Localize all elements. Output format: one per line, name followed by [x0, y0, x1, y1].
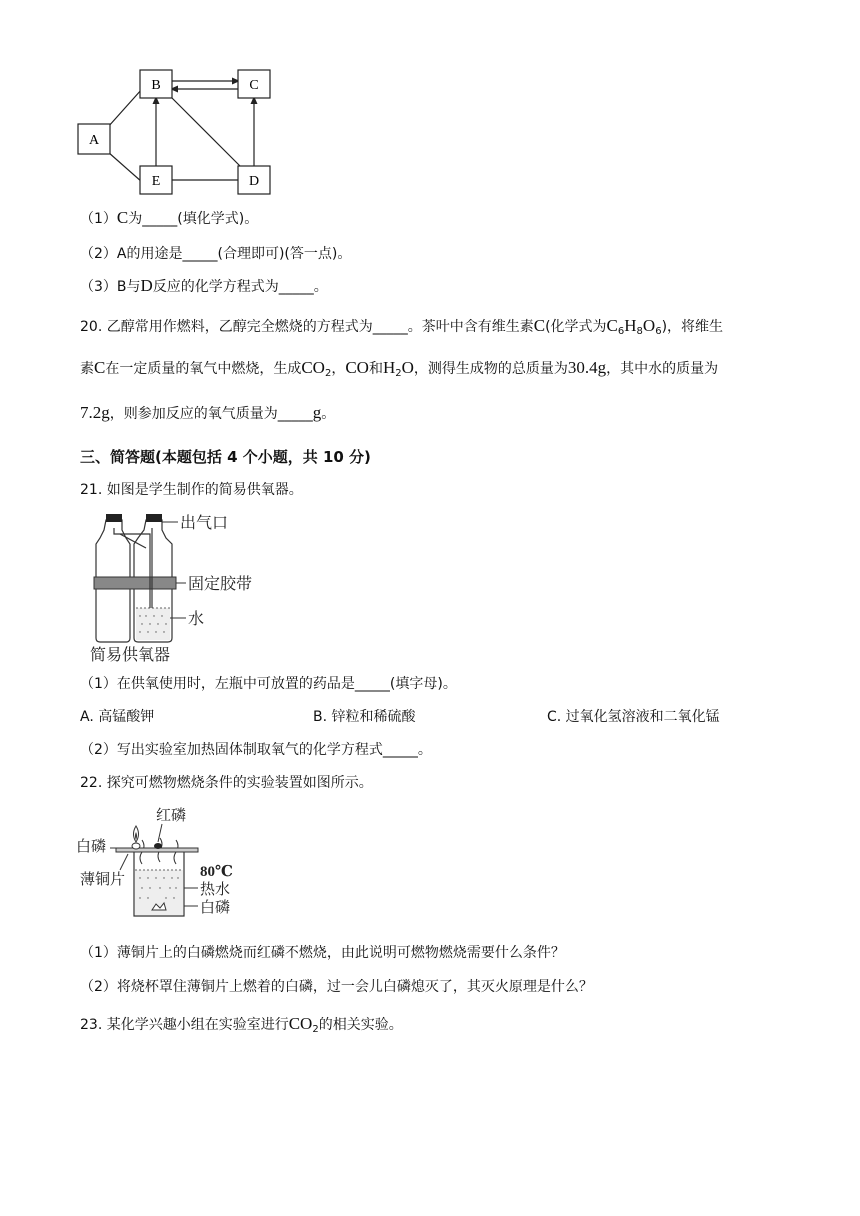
- q21-stem: 21. 如图是学生制作的简易供氧器。: [80, 482, 303, 498]
- q19-sub3: （3）B与D反应的化学方程式为_____。: [80, 276, 328, 295]
- label-temperature: 80℃: [200, 864, 233, 880]
- label-red-phosphorus: 红磷: [156, 806, 187, 824]
- q20-line2: 素C在一定质量的氧气中燃烧，生成$CO_2$，CO和$H_2O$，测得生成物的总质量为30.4g，其中水的质量为: [80, 358, 719, 379]
- q21-sub2: （2）写出实验室加热固体制取氧气的化学方程式_____。: [80, 742, 432, 758]
- label-tape: 固定胶带: [188, 574, 253, 593]
- relation-diagram: [70, 64, 290, 200]
- label-white-phosphorus-bottom: 白磷: [200, 898, 231, 916]
- node-b: B: [151, 78, 161, 93]
- q20-line1: 20. 乙醇常用作燃料，乙醇完全燃烧的方程式为_____。茶叶中含有维生素C(化学式为$C_6H_8O_6$)，将维生: [80, 316, 724, 337]
- q21-option-b: B. 锌粒和稀硫酸: [313, 709, 416, 725]
- q21-sub1: （1）在供氧使用时，左瓶中可放置的药品是_____(填字母)。: [80, 676, 457, 692]
- q22-stem: 22. 探究可燃物燃烧条件的实验装置如图所示。: [80, 775, 373, 791]
- node-e: E: [151, 174, 161, 189]
- q21-option-c: C. 过氧化氢溶液和二氧化锰: [547, 709, 720, 725]
- label-water: 水: [188, 609, 205, 628]
- q19-sub2: （2）A的用途是_____(合理即可)(答一点)。: [80, 246, 352, 262]
- node-d: D: [248, 174, 260, 189]
- q22-sub2: （2）将烧杯罩住薄铜片上燃着的白磷，过一会儿白磷熄灭了，其灭火原理是什么？: [80, 979, 593, 995]
- label-outlet: 出气口: [180, 513, 229, 532]
- q22-sub1: （1）薄铜片上的白磷燃烧而红磷不燃烧，由此说明可燃物燃烧需要什么条件？: [80, 945, 565, 961]
- q23-stem: 23. 某化学兴趣小组在实验室进行$CO_2$的相关实验。: [80, 1014, 403, 1035]
- label-copper-plate: 薄铜片: [80, 870, 126, 888]
- combustion-apparatus-figure: [76, 804, 246, 924]
- q21-option-a: A. 高锰酸钾: [80, 709, 155, 725]
- oxygen-supplier-figure: [80, 508, 290, 664]
- label-hot-water: 热水: [200, 880, 231, 898]
- q19-sub1: （1）C为_____(填化学式)。: [80, 208, 259, 227]
- figure-caption: 简易供氧器: [90, 645, 171, 664]
- node-a: A: [88, 133, 100, 148]
- section-title: 三、简答题(本题包括 4 个小题，共 10 分): [80, 448, 371, 466]
- q20-line3: 7.2g，则参加反应的氧气质量为_____g。: [80, 403, 336, 422]
- label-white-phosphorus-top: 白磷: [76, 837, 107, 855]
- node-c: C: [249, 78, 259, 93]
